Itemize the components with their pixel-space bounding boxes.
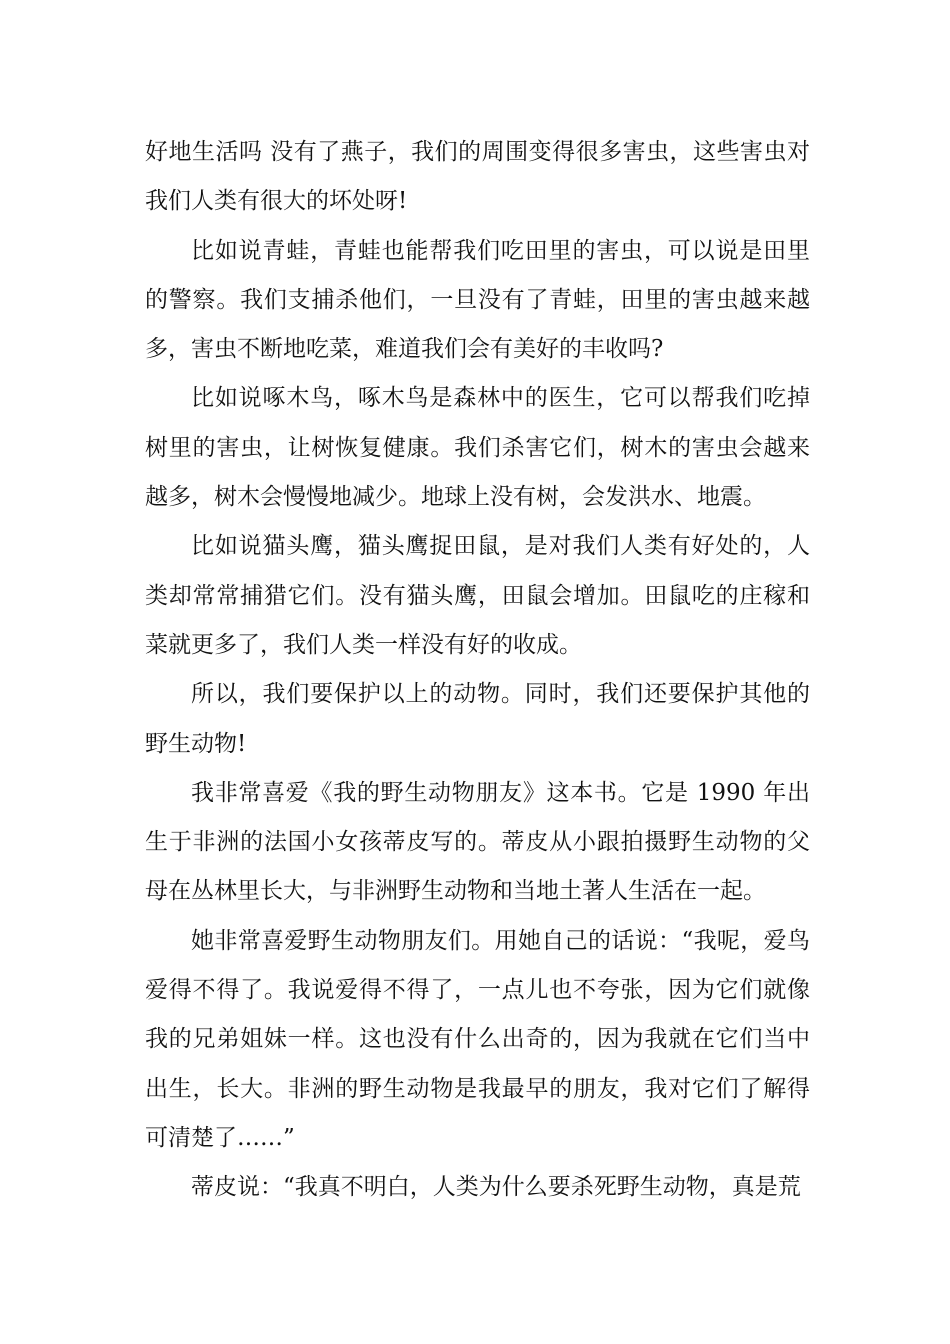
paragraph-3: 比如说啄木鸟，啄木鸟是森林中的医生，它可以帮我们吃掉树里的害虫，让树恢复健康。我们杀害它们，树木的害虫会越来越多，树木会慢慢地减少。地球上没有树，会发洪水、地震。 [145, 385, 810, 511]
paragraph-2: 比如说青蛙，青蛙也能帮我们吃田里的害虫，可以说是田里的警察。我们支捕杀他们，一旦没有了青蛙，田里的害虫越来越多，害虫不断地吃菜，难道我们会有美好的丰收吗? [145, 237, 810, 363]
paragraph-6: 我非常喜爱《我的野生动物朋友》这本书。它是 1990 年出生于非洲的法国小女孩蒂皮写的。蒂皮从小跟拍摄野生动物的父母在丛林里长大，与非洲野生动物和当地土著人生活在一起。 [145, 779, 810, 905]
paragraph-7: 她非常喜爱野生动物朋友们。用她自己的话说：“我呢，爱鸟爱得不得了。我说爱得不得了，一点儿也不夸张，因为它们就像我的兄弟姐妹一样。这也没有什么出奇的，因为我就在它们当中出生，长大。非洲的野生动物是我最早的朋友，我对它们了解得可清楚了……” [145, 927, 810, 1151]
document-body [145, 128, 810, 1213]
paragraph-5: 所以，我们要保护以上的动物。同时，我们还要保护其他的野生动物! [145, 681, 810, 757]
paragraph-8: 蒂皮说：“我真不明白，人类为什么要杀死野生动物，真是荒 [191, 1174, 801, 1201]
paragraph-4: 比如说猫头鹰，猫头鹰捉田鼠，是对我们人类有好处的，人类却常常捕猎它们。没有猫头鹰，田鼠会增加。田鼠吃的庄稼和菜就更多了，我们人类一样没有好的收成。 [145, 533, 810, 658]
paragraph-1: 好地生活吗 没有了燕子，我们的周围变得很多害虫，这些害虫对我们人类有很大的坏处呀! [145, 139, 810, 215]
